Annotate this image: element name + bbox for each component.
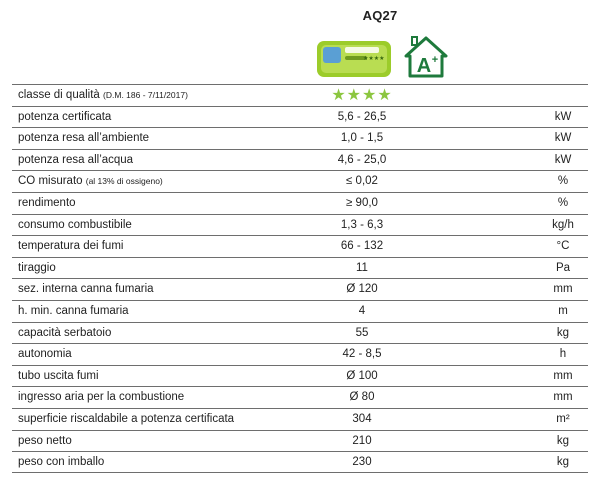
table-row <box>12 322 588 344</box>
quality-certificate-label <box>317 41 391 77</box>
row-label-text: temperatura dei fumi <box>18 240 124 253</box>
energy-class-letter: A <box>416 55 432 77</box>
row-value: 4,6 - 25,0 <box>337 153 387 166</box>
row-unit: °C <box>556 240 570 253</box>
row-unit: kg <box>556 326 570 339</box>
row-value: ≤ 0,02 <box>346 175 378 188</box>
row-label <box>18 344 72 365</box>
row-label-text: CO misurato <box>18 175 83 188</box>
row-label-text: potenza resa all’acqua <box>18 153 134 166</box>
table-row <box>12 84 588 106</box>
row-label <box>18 236 123 257</box>
row-value: 230 <box>352 456 372 469</box>
table-row <box>12 430 588 452</box>
row-label-text: classe di qualità <box>18 89 100 101</box>
row-label-text: tubo uscita fumi <box>18 369 99 382</box>
row-value: Ø 80 <box>349 391 375 404</box>
table-row <box>12 408 588 430</box>
row-label-note: (al 13% di ossigeno) <box>85 176 163 187</box>
row-label <box>18 258 56 279</box>
row-unit: % <box>557 175 569 188</box>
row-value: Ø 100 <box>346 369 378 382</box>
row-value: Ø 120 <box>346 283 378 296</box>
row-unit: kW <box>554 153 572 166</box>
row-label-text: capacità serbatoio <box>18 326 112 339</box>
row-label <box>18 193 76 214</box>
row-unit: Pa <box>555 261 571 274</box>
table-row <box>12 300 588 322</box>
row-label-text: potenza certificata <box>18 110 112 123</box>
row-label <box>18 366 99 387</box>
table-row <box>12 106 588 128</box>
spec-table <box>12 84 588 473</box>
row-unit: mm <box>553 369 573 382</box>
table-row <box>12 192 588 214</box>
row-value: ≥ 90,0 <box>346 196 378 209</box>
table-row <box>12 127 588 149</box>
row-value: 210 <box>352 434 372 447</box>
row-unit: m² <box>556 412 570 425</box>
certificate-emblem-icon <box>323 47 341 63</box>
table-row <box>12 149 588 171</box>
row-label-text: h. min. canna fumaria <box>18 304 129 317</box>
row-unit: kW <box>554 132 572 145</box>
row-value: 1,0 - 1,5 <box>340 132 384 145</box>
row-label-note: (D.M. 186 - 7/11/2017) <box>103 90 188 100</box>
table-row <box>12 451 588 473</box>
table-row <box>12 170 588 192</box>
table-row <box>12 257 588 279</box>
row-label-text: autonomia <box>18 348 72 361</box>
row-label-text: ingresso aria per la combustione <box>18 391 185 404</box>
row-value: 55 <box>355 326 369 339</box>
svg-text:+: + <box>431 54 439 66</box>
row-label-text: peso con imballo <box>18 456 105 469</box>
certificate-stars-icon: ★★★★ <box>363 56 385 62</box>
row-unit: mm <box>553 391 573 404</box>
energy-class-house-icon <box>402 34 450 80</box>
row-unit: % <box>557 196 569 209</box>
row-label <box>18 150 133 171</box>
row-label <box>18 279 154 300</box>
row-label <box>18 215 132 236</box>
row-label <box>18 128 149 149</box>
row-unit: kg <box>556 434 570 447</box>
row-label <box>18 107 111 128</box>
row-value: 1,3 - 6,3 <box>340 218 384 231</box>
row-label <box>18 387 184 408</box>
table-row <box>12 386 588 408</box>
row-label-text: peso netto <box>18 434 72 447</box>
row-value: 5,6 - 26,5 <box>337 110 387 123</box>
table-row <box>12 278 588 300</box>
row-unit: m <box>558 304 568 317</box>
row-value: 304 <box>352 412 372 425</box>
row-unit: kg/h <box>552 218 574 231</box>
row-label <box>18 409 234 430</box>
table-row <box>12 365 588 387</box>
table-row <box>12 214 588 236</box>
model-title: AQ27 <box>362 8 398 23</box>
row-value: 42 - 8,5 <box>342 348 382 361</box>
quality-stars-icon: ★★★★ <box>331 87 393 104</box>
row-value: 4 <box>358 304 366 317</box>
row-label <box>18 431 72 452</box>
row-unit: h <box>559 348 567 361</box>
row-label-text: rendimento <box>18 196 76 209</box>
row-label <box>18 323 111 344</box>
row-label-text: sez. interna canna fumaria <box>18 283 154 296</box>
row-value: 66 - 132 <box>340 240 384 253</box>
row-value: 11 <box>356 261 368 274</box>
row-label-text: consumo combustibile <box>18 218 132 231</box>
row-unit: mm <box>553 283 573 296</box>
row-unit: kg <box>556 456 570 469</box>
row-label <box>18 301 129 322</box>
table-row <box>12 343 588 365</box>
row-label <box>18 85 188 106</box>
row-label-text: tiraggio <box>18 261 56 274</box>
row-label-text: superficie riscaldabile a potenza certificata <box>18 412 235 425</box>
row-unit: kW <box>554 110 572 123</box>
table-row <box>12 235 588 257</box>
row-label-text: potenza resa all’ambiente <box>18 132 150 145</box>
row-label <box>18 452 104 473</box>
row-label <box>18 171 163 192</box>
